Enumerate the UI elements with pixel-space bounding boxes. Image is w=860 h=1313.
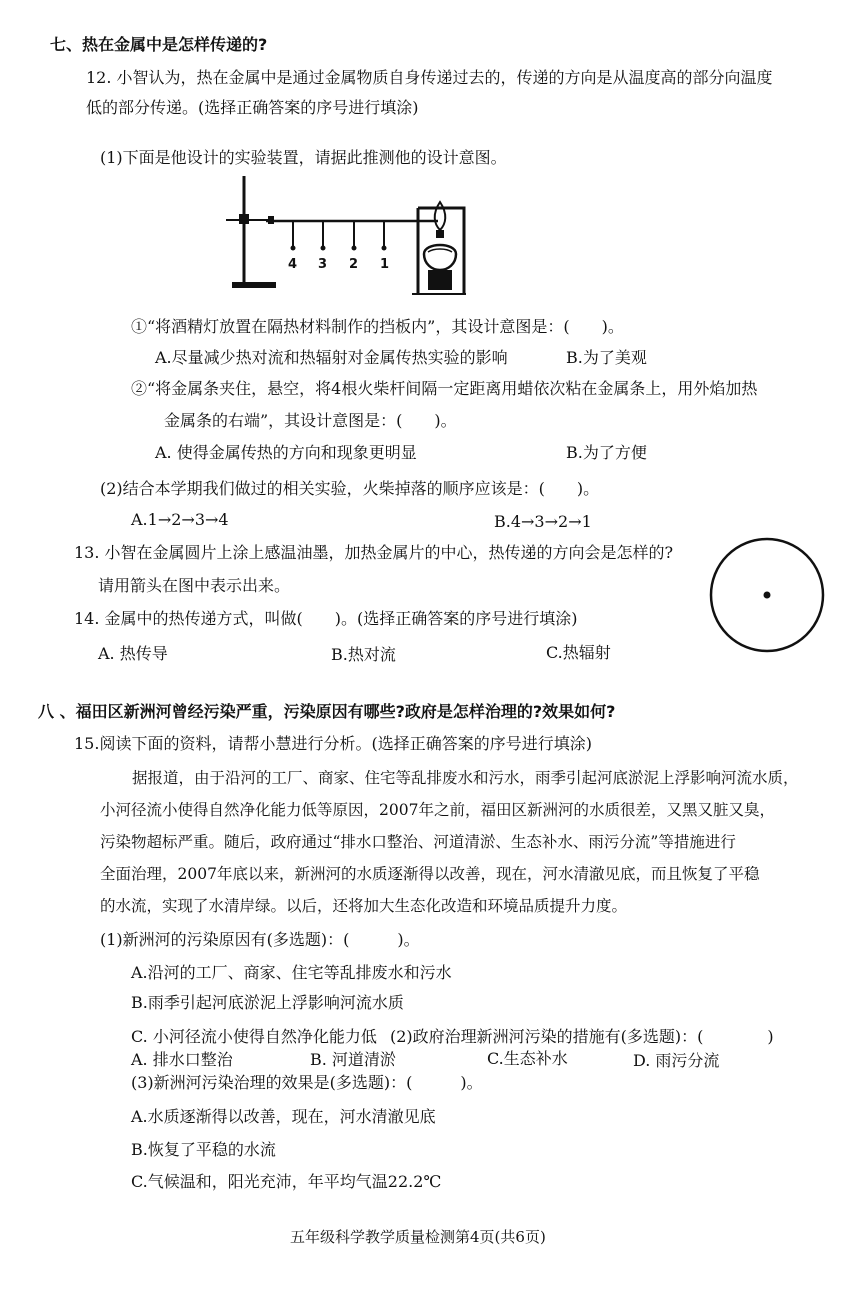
q12-1-prompt: (1)下面是他设计的实验装置，请据此推测他的设计意图。 (100, 148, 507, 167)
q15-1-option-b[interactable]: B.雨季引起河底淤泥上浮影响河流水质 (131, 993, 404, 1012)
q13-text-line1: 13. 小智在金属圆片上涂上感温油墨，加热金属片的中心，热传递的方向会是怎样的? (74, 543, 674, 562)
metal-disc-diagram[interactable] (704, 535, 830, 661)
q12-text-line2: 低的部分传递。(选择正确答案的序号进行填涂) (86, 98, 419, 117)
q15-2-option-a[interactable]: A. 排水口整治 (131, 1050, 233, 1069)
q14-option-c[interactable]: C.热辐射 (546, 643, 611, 662)
passage-line-3: 污染物超标严重。随后，政府通过“排水口整治、河道清淤、生态补水、雨污分流”等措施进行 (100, 833, 736, 851)
q13-text-line2: 请用箭头在图中表示出来。 (98, 576, 291, 595)
q15-1-prompt: (1)新洲河的污染原因有(多选题)：( )。 (100, 930, 420, 949)
q12-1-ii-text-line2: 金属条的右端”，其设计意图是：( )。 (164, 411, 457, 430)
q12-1-ii-option-a[interactable]: A. 使得金属传热的方向和现象更明显 (155, 443, 417, 462)
q15-2-prompt: (2)政府治理新洲河污染的措施有(多选题)：( ) (390, 1027, 774, 1046)
q12-1-i-text: ①“将酒精灯放置在隔热材料制作的挡板内”，其设计意图是：( )。 (131, 317, 624, 336)
match-label-4: 4 (288, 257, 298, 272)
match-label-2: 2 (349, 257, 359, 272)
q15-1-option-a[interactable]: A.沿河的工厂、商家、住宅等乱排废水和污水 (131, 963, 452, 982)
q12-text-line1: 12. 小智认为，热在金属中是通过金属物质自身传递过去的，传递的方向是从温度高的部分向温度 (86, 68, 773, 87)
q15-1-option-c[interactable]: C. 小河径流小使得自然净化能力低 (131, 1027, 377, 1046)
q15-3-option-c[interactable]: C.气候温和，阳光充沛，年平均气温22.2℃ (131, 1172, 442, 1191)
q12-1-i-option-a[interactable]: A.尽量减少热对流和热辐射对金属传热实验的影响 (155, 348, 508, 367)
q15-3-option-a[interactable]: A.水质逐渐得以改善，现在，河水清澈见底 (131, 1107, 436, 1126)
section-heading-7: 七、热在金属中是怎样传递的? (50, 35, 268, 54)
page-footer: 五年级科学教学质量检测第4页(共6页) (290, 1228, 546, 1246)
q12-2-prompt: (2)结合本学期我们做过的相关实验，火柴掉落的顺序应该是：( )。 (100, 479, 600, 498)
q15-3-prompt: (3)新洲河污染治理的效果是(多选题)：( )。 (131, 1073, 483, 1092)
q14-option-b[interactable]: B.热对流 (331, 645, 396, 664)
q15-prompt: 15.阅读下面的资料，请帮小慧进行分析。(选择正确答案的序号进行填涂) (74, 734, 592, 753)
q12-1-ii-option-b[interactable]: B.为了方便 (566, 443, 647, 462)
q14-option-a[interactable]: A. 热传导 (98, 644, 168, 663)
q12-1-i-option-b[interactable]: B.为了美观 (566, 348, 647, 367)
match-label-3: 3 (318, 257, 328, 272)
q15-3-option-b[interactable]: B.恢复了平稳的水流 (131, 1140, 276, 1159)
heat-conduction-apparatus-diagram (226, 172, 466, 298)
passage-line-2: 小河径流小使得自然净化能力低等原因，2007年之前，福田区新洲河的水质很差，又黑又脏又臭， (100, 801, 775, 819)
passage-line-5: 的水流，实现了水清岸绿。以后，还将加大生态化改造和环境品质提升力度。 (100, 897, 628, 915)
q15-2-option-c[interactable]: C.生态补水 (487, 1049, 568, 1068)
section-heading-8: 八 、福田区新洲河曾经污染严重，污染原因有哪些?政府是怎样治理的?效果如何? (38, 702, 616, 721)
q14-text: 14. 金属中的热传递方式，叫做( )。(选择正确答案的序号进行填涂) (74, 609, 578, 628)
q15-2-option-d[interactable]: D. 雨污分流 (633, 1051, 720, 1070)
passage-line-4: 全面治理，2007年底以来，新洲河的水质逐渐得以改善，现在，河水清澈见底，而且恢复了平稳 (100, 865, 760, 883)
passage-line-1: 据报道，由于沿河的工厂、商家、住宅等乱排废水和污水，雨季引起河底淤泥上浮影响河流水质， (132, 769, 799, 787)
q12-2-option-b[interactable]: B.4→3→2→1 (494, 512, 592, 531)
match-label-1: 1 (380, 257, 390, 272)
q15-2-option-b[interactable]: B. 河道清淤 (310, 1050, 396, 1069)
q12-1-ii-text-line1: ②“将金属条夹住，悬空，将4根火柴杆间隔一定距离用蜡依次粘在金属条上，用外焰加热 (131, 379, 758, 398)
q12-2-option-a[interactable]: A.1→2→3→4 (131, 510, 229, 529)
